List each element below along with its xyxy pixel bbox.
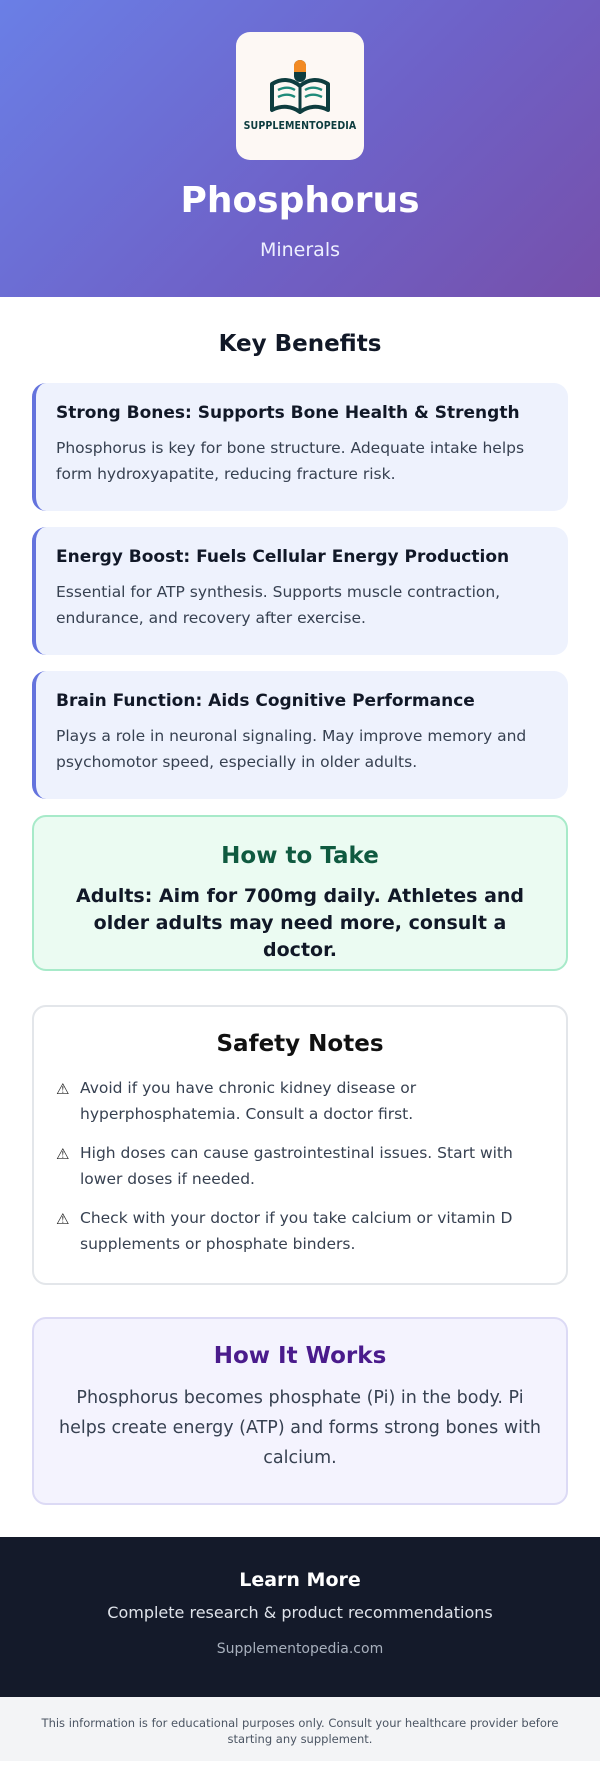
warning-icon: ⚠ (56, 1145, 70, 1163)
safety-item (56, 1075, 544, 1127)
benefit-title: Energy Boost: Fuels Cellular Energy Production (56, 547, 510, 567)
benefit-title: Brain Function: Aids Cognitive Performance (56, 691, 475, 711)
warning-icon: ⚠ (56, 1210, 70, 1228)
learn-more-subtitle: Complete research & product recommendations (107, 1603, 493, 1622)
how-to-take-title: How to Take (221, 843, 379, 869)
how-it-works-text: Phosphorus becomes phosphate (Pi) in the body. Pi helps create energy (ATP) and forms strong bones with calcium. (59, 1388, 541, 1468)
category-label: Minerals (259, 239, 341, 261)
main-content (0, 331, 600, 1505)
benefit-title: Strong Bones: Supports Bone Health & Strength (56, 403, 520, 423)
safety-item (56, 1140, 544, 1192)
benefit-card (32, 527, 568, 655)
benefit-card (32, 383, 568, 511)
how-it-works-card (32, 1317, 568, 1505)
safety-text: Avoid if you have chronic kidney disease or hyperphosphatemia. Consult a doctor first. (80, 1079, 417, 1123)
logo-wordmark: SUPPLEMENTOPEDIA (243, 120, 357, 132)
brand-logo[interactable] (236, 32, 364, 160)
benefit-description: Essential for ATP synthesis. Supports muscle contraction, endurance, and recovery after exercise. (56, 583, 501, 627)
page-title: Phosphorus (180, 180, 420, 221)
safety-text: High doses can cause gastrointestinal issues. Start with lower doses if needed. (80, 1144, 513, 1188)
footer (0, 1537, 600, 1697)
how-to-take-card (32, 815, 568, 971)
learn-more-title: Learn More (239, 1569, 361, 1591)
safety-notes-title: Safety Notes (216, 1031, 384, 1057)
how-it-works-title: How It Works (213, 1343, 387, 1369)
safety-item (56, 1205, 544, 1257)
disclaimer: This information is for educational purposes only. Consult your healthcare provider before starting any supplement. (0, 1697, 600, 1761)
warning-icon: ⚠ (56, 1080, 70, 1098)
benefit-description: Phosphorus is key for bone structure. Adequate intake helps form hydroxyapatite, reducing fracture risk. (56, 439, 525, 483)
benefit-description: Plays a role in neuronal signaling. May improve memory and psychomotor speed, especially in older adults. (56, 727, 527, 771)
safety-notes-card (32, 1005, 568, 1285)
book-capsule-icon (266, 54, 334, 118)
benefit-card (32, 671, 568, 799)
key-benefits-heading: Key Benefits (218, 331, 382, 357)
dosage-text: Adults: Aim for 700mg daily. Athletes and older adults may need more, consult a doctor. (75, 885, 525, 961)
safety-text: Check with your doctor if you take calcium or vitamin D supplements or phosphate binders. (80, 1209, 513, 1253)
site-link[interactable]: Supplementopedia.com (216, 1641, 384, 1657)
hero-header (0, 0, 600, 297)
